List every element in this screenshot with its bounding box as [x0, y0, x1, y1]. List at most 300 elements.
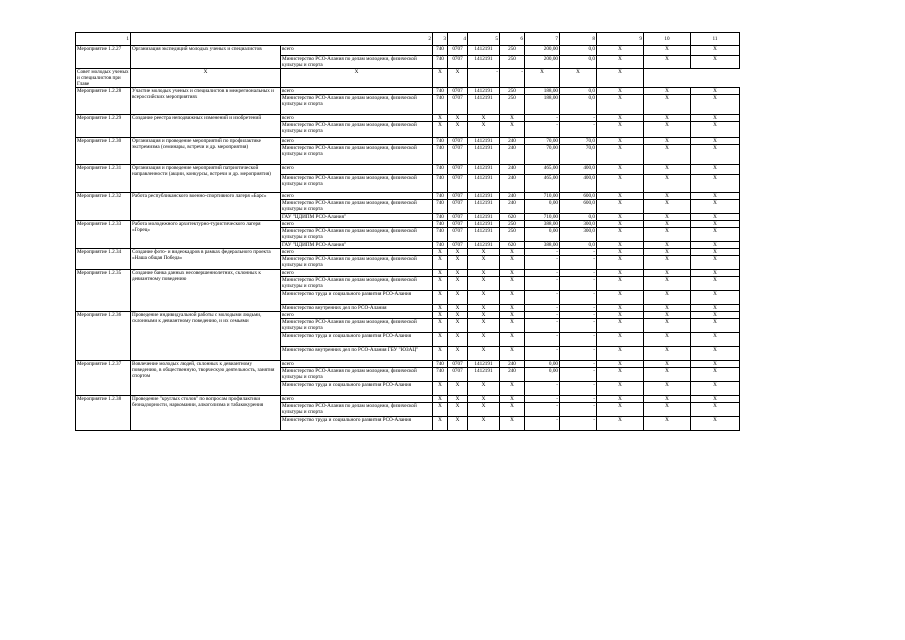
rzpr-cell: 0707 — [448, 165, 468, 175]
vr-cell: Х — [500, 347, 525, 361]
indicator-cell: Х — [644, 145, 691, 165]
rzpr-cell: Х — [448, 291, 468, 305]
rzpr-cell: 0707 — [448, 145, 468, 165]
amount-cell: - — [560, 417, 597, 431]
column-number: 6 — [500, 33, 525, 46]
indicator-cell: Х — [597, 175, 644, 193]
amount-cell: 0,0 — [560, 46, 597, 56]
activity-title-cell: Проведение "круглых столов" по вопросам профилактики безнадзорности, наркомании, алкоголизма и табакокурения — [131, 396, 281, 431]
amount-cell: 388,00 — [525, 242, 560, 249]
grbs-cell: 740 — [433, 138, 448, 145]
csr-cell: Х — [468, 305, 500, 312]
indicator-cell: Х — [691, 145, 740, 165]
vr-cell: Х — [500, 333, 525, 347]
indicator-cell: Х — [525, 69, 560, 88]
rzpr-cell: Х — [448, 319, 468, 333]
rzpr-cell: Х — [448, 312, 468, 319]
amount-cell: - — [525, 115, 560, 122]
indicator-cell: Х — [597, 69, 644, 88]
amount-cell: - — [560, 396, 597, 403]
amount-cell: 400,0 — [560, 165, 597, 175]
column-number: 1 — [76, 33, 131, 46]
indicator-cell: Х — [597, 56, 644, 69]
indicator-cell: Х — [597, 382, 644, 396]
amount-cell: - — [525, 305, 560, 312]
rzpr-cell: 0707 — [448, 221, 468, 228]
rzpr-cell: Х — [448, 256, 468, 270]
amount-cell: 465,00 — [525, 165, 560, 175]
indicator-cell: Х — [691, 46, 740, 56]
indicator-cell: Х — [691, 175, 740, 193]
csr-cell: Х — [468, 396, 500, 403]
amount-cell: 600,0 — [560, 200, 597, 214]
rzpr-cell: 0707 — [448, 361, 468, 368]
indicator-cell: Х — [691, 382, 740, 396]
grbs-cell: Х — [433, 115, 448, 122]
vr-cell: 250 — [500, 46, 525, 56]
vr-cell: 240 — [500, 145, 525, 165]
csr-cell: 1412191 — [468, 242, 500, 249]
vr-cell: Х — [500, 312, 525, 319]
indicator-cell: Х — [597, 333, 644, 347]
table-row — [76, 193, 740, 200]
vr-cell: 620 — [500, 214, 525, 221]
amount-cell: - — [525, 417, 560, 431]
indicator-cell: Х — [644, 228, 691, 242]
activity-title-cell: Организация и проведение мероприятий по профилактике экстремизма (семинары, встречи и др. мероприятия) — [131, 138, 281, 165]
executor-cell: всего — [281, 312, 433, 319]
indicator-cell: Х — [597, 165, 644, 175]
vr-cell: Х — [500, 382, 525, 396]
indicator-cell: Х — [644, 382, 691, 396]
grbs-cell: 740 — [433, 228, 448, 242]
activity-title-cell: Участие молодых ученых и специалистов в межрегиональных и всероссийских мероприятиях — [131, 88, 281, 115]
executor-cell: Министерство РСО-Алания по делам молодежи, физической культуры и спорта — [281, 277, 433, 291]
vr-cell: Х — [500, 396, 525, 403]
activity-number-cell: Мероприятие 1.2.34 — [76, 249, 131, 270]
rzpr-cell: 0707 — [448, 56, 468, 69]
vr-cell: 250 — [500, 95, 525, 115]
rzpr-cell: Х — [448, 403, 468, 417]
indicator-cell: Х — [597, 95, 644, 115]
amount-cell: - — [525, 403, 560, 417]
amount-cell: 465,00 — [525, 175, 560, 193]
executor-cell: всего — [281, 46, 433, 56]
table-row — [76, 312, 740, 319]
column-number: 10 — [644, 33, 691, 46]
activity-title-cell: Создание банка данных несовершеннолетних, склонных к девиантному поведению — [131, 270, 281, 312]
executor-cell: Министерство внутренних дел по РСО-Алания ГБУ "ЮЗАЦ" — [281, 347, 433, 361]
grbs-cell: Х — [433, 319, 448, 333]
indicator-cell: Х — [691, 165, 740, 175]
csr-cell: Х — [468, 403, 500, 417]
csr-cell: 1412191 — [468, 145, 500, 165]
indicator-cell: Х — [691, 221, 740, 228]
indicator-cell: Х — [644, 175, 691, 193]
indicator-cell: Х — [560, 69, 597, 88]
indicator-cell: Х — [597, 221, 644, 228]
executor-cell: всего — [281, 193, 433, 200]
table-row — [76, 361, 740, 368]
amount-cell: 0,00 — [525, 361, 560, 368]
amount-cell: 0,00 — [525, 368, 560, 382]
amount-cell: - — [560, 291, 597, 305]
rzpr-cell: 0707 — [448, 46, 468, 56]
csr-cell: Х — [468, 270, 500, 277]
indicator-cell: Х — [597, 242, 644, 249]
amount-cell: - — [560, 270, 597, 277]
vr-cell: 240 — [500, 138, 525, 145]
indicator-cell: Х — [691, 361, 740, 368]
indicator-cell: Х — [644, 270, 691, 277]
vr-cell: Х — [500, 305, 525, 312]
activity-title-cell: Вовлечение молодых людей, склонных к девиантному поведению, в общественную, творческую деятельность, занятия спортом — [131, 361, 281, 396]
executor-cell: всего — [281, 115, 433, 122]
indicator-cell: Х — [644, 312, 691, 319]
table-row — [76, 396, 740, 403]
rzpr-cell: 0707 — [448, 242, 468, 249]
indicator-cell: Х — [597, 193, 644, 200]
vr-cell: 250 — [500, 221, 525, 228]
executor-cell: всего — [281, 249, 433, 256]
vr-cell: Х — [500, 277, 525, 291]
amount-cell: - — [525, 382, 560, 396]
indicator-cell: Х — [597, 403, 644, 417]
amount-cell: - — [560, 305, 597, 312]
indicator-cell: Х — [597, 138, 644, 145]
indicator-cell: Х — [691, 228, 740, 242]
column-number-row — [76, 33, 740, 46]
indicator-cell: Х — [644, 319, 691, 333]
amount-cell: 388,00 — [525, 221, 560, 228]
amount-cell: 0,0 — [560, 88, 597, 95]
vr-cell: 240 — [500, 175, 525, 193]
vr-cell: Х — [500, 417, 525, 431]
amount-cell: - — [560, 256, 597, 270]
table-row — [76, 221, 740, 228]
indicator-cell: Х — [691, 368, 740, 382]
indicator-cell: Х — [644, 256, 691, 270]
table-row — [76, 165, 740, 175]
vr-cell: Х — [448, 69, 468, 88]
grbs-cell: 740 — [433, 242, 448, 249]
csr-cell: Х — [468, 122, 500, 138]
indicator-cell: Х — [691, 396, 740, 403]
activity-number-cell: Мероприятие 1.2.32 — [76, 193, 131, 221]
table-row — [76, 270, 740, 277]
indicator-cell: Х — [597, 228, 644, 242]
grbs-cell: 740 — [433, 88, 448, 95]
csr-cell: Х — [433, 69, 448, 88]
indicator-cell: Х — [597, 347, 644, 361]
csr-cell: Х — [468, 333, 500, 347]
vr-cell: 240 — [500, 193, 525, 200]
indicator-cell: Х — [691, 305, 740, 312]
executor-cell: Министерство РСО-Алания по делам молодежи, физической культуры и спорта — [281, 122, 433, 138]
indicator-cell: Х — [644, 291, 691, 305]
column-number: 5 — [468, 33, 500, 46]
activity-number-cell: Мероприятие 1.2.27 — [76, 46, 131, 69]
indicator-cell: Х — [644, 165, 691, 175]
amount-cell: 0,0 — [560, 95, 597, 115]
indicator-cell: Х — [691, 347, 740, 361]
csr-cell: Х — [468, 291, 500, 305]
amount-cell: 0,00 — [525, 200, 560, 214]
csr-cell: 1412191 — [468, 228, 500, 242]
grbs-cell: 740 — [433, 175, 448, 193]
activity-number-cell: Мероприятие 1.2.29 — [76, 115, 131, 138]
amount-cell: - — [525, 319, 560, 333]
amount-cell: - — [560, 277, 597, 291]
amount-cell: 0,0 — [560, 242, 597, 249]
executor-cell: всего — [281, 138, 433, 145]
amount-cell: 0,0 — [560, 56, 597, 69]
amount-cell: 70,0 — [560, 138, 597, 145]
indicator-cell: Х — [597, 88, 644, 95]
indicator-cell: Х — [644, 46, 691, 56]
indicator-cell: Х — [691, 214, 740, 221]
executor-cell: всего — [281, 270, 433, 277]
rzpr-cell: Х — [448, 305, 468, 312]
csr-cell: Х — [468, 256, 500, 270]
csr-cell: Х — [468, 115, 500, 122]
grbs-cell: Х — [433, 256, 448, 270]
amount-cell: - — [560, 347, 597, 361]
indicator-cell: Х — [644, 56, 691, 69]
csr-cell: Х — [468, 417, 500, 431]
amount-cell: - — [525, 347, 560, 361]
rzpr-cell: 0707 — [448, 95, 468, 115]
amount-cell: - — [560, 319, 597, 333]
table-row — [76, 115, 740, 122]
grbs-cell: 740 — [433, 368, 448, 382]
grbs-cell: 740 — [433, 200, 448, 214]
table-row — [76, 88, 740, 95]
rzpr-cell: Х — [448, 382, 468, 396]
indicator-cell: Х — [597, 256, 644, 270]
rzpr-cell: Х — [448, 115, 468, 122]
executor-cell: всего — [281, 88, 433, 95]
column-number: 8 — [560, 33, 597, 46]
executor-cell: Министерство РСО-Алания по делам молодежи, физической культуры и спорта — [281, 228, 433, 242]
amount-cell: 70,00 — [525, 138, 560, 145]
grbs-cell: Х — [433, 249, 448, 256]
amount-cell: 200,00 — [525, 56, 560, 69]
amount-cell: - — [525, 396, 560, 403]
grbs-cell: 740 — [433, 46, 448, 56]
grbs-cell: 740 — [433, 193, 448, 200]
vr-cell: Х — [500, 249, 525, 256]
indicator-cell: Х — [644, 333, 691, 347]
vr-cell: 250 — [500, 88, 525, 95]
amount-cell: 70,00 — [525, 145, 560, 165]
vr-cell: 240 — [500, 368, 525, 382]
table-row — [76, 69, 740, 88]
rzpr-cell: Х — [448, 122, 468, 138]
indicator-cell: Х — [691, 115, 740, 122]
csr-cell: Х — [468, 277, 500, 291]
grbs-cell: Х — [433, 382, 448, 396]
indicator-cell: Х — [644, 305, 691, 312]
executor-cell: Министерство РСО-Алания по делам молодежи, физической культуры и спорта — [281, 56, 433, 69]
vr-cell: 620 — [500, 242, 525, 249]
column-number: 4 — [448, 33, 468, 46]
amount-cell: - — [560, 382, 597, 396]
rzpr-cell: 0707 — [448, 88, 468, 95]
csr-cell: 1412191 — [468, 56, 500, 69]
grbs-cell: Х — [433, 122, 448, 138]
grbs-cell: Х — [433, 277, 448, 291]
grbs-cell: 740 — [433, 95, 448, 115]
amount-cell: - — [525, 333, 560, 347]
indicator-cell: Х — [597, 368, 644, 382]
amount-cell: - — [525, 256, 560, 270]
rzpr-cell: 0707 — [448, 214, 468, 221]
executor-cell: всего — [281, 396, 433, 403]
indicator-cell: Х — [644, 88, 691, 95]
grbs-cell: 740 — [433, 145, 448, 165]
rzpr-cell: 0707 — [448, 228, 468, 242]
executor-cell: всего — [281, 165, 433, 175]
csr-cell: 1412191 — [468, 165, 500, 175]
grbs-cell: Х — [433, 403, 448, 417]
rzpr-cell: Х — [448, 417, 468, 431]
grbs-cell: Х — [433, 305, 448, 312]
rzpr-cell: Х — [448, 277, 468, 291]
indicator-cell: Х — [644, 221, 691, 228]
amount-cell: 300,0 — [560, 228, 597, 242]
column-number: 3 — [433, 33, 448, 46]
rzpr-cell: 0707 — [448, 175, 468, 193]
executor-cell: Министерство РСО-Алания по делам молодежи, физической культуры и спорта — [281, 95, 433, 115]
activity-title-cell: Создание реестра неподвижных изменений и изобретений — [131, 115, 281, 138]
amount-cell: - — [525, 270, 560, 277]
indicator-cell: Х — [644, 214, 691, 221]
amount-cell: - — [560, 115, 597, 122]
csr-cell: Х — [468, 347, 500, 361]
indicator-cell: Х — [597, 200, 644, 214]
grbs-cell: 740 — [433, 214, 448, 221]
indicator-cell: Х — [691, 256, 740, 270]
indicator-cell: Х — [644, 249, 691, 256]
indicator-cell: Х — [644, 361, 691, 368]
indicator-cell: Х — [691, 417, 740, 431]
indicator-cell: Х — [597, 291, 644, 305]
activity-number-cell: Мероприятие 1.2.33 — [76, 221, 131, 249]
grbs-cell: 740 — [433, 56, 448, 69]
csr-cell: Х — [468, 312, 500, 319]
vr-cell: 250 — [500, 228, 525, 242]
vr-cell: 240 — [500, 200, 525, 214]
csr-cell: 1412191 — [468, 200, 500, 214]
executor-cell: Министерство РСО-Алания по делам молодежи, физической культуры и спорта — [281, 256, 433, 270]
indicator-cell: Х — [691, 95, 740, 115]
amount-cell: - — [525, 249, 560, 256]
indicator-cell: Х — [597, 319, 644, 333]
amount-cell: 710,00 — [525, 193, 560, 200]
rzpr-cell: Х — [448, 396, 468, 403]
indicator-cell: Х — [644, 368, 691, 382]
csr-cell: 1412191 — [468, 88, 500, 95]
indicator-cell: Х — [691, 122, 740, 138]
amount-cell: 400,0 — [560, 175, 597, 193]
csr-cell: 1412191 — [468, 46, 500, 56]
executor-cell: Министерство РСО-Алания по делам молодежи, физической культуры и спорта — [281, 403, 433, 417]
executor-cell: Министерство РСО-Алания по делам молодежи, физической культуры и спорта — [281, 145, 433, 165]
activity-number-cell: Мероприятие 1.2.36 — [76, 312, 131, 361]
rzpr-cell: 0707 — [448, 193, 468, 200]
csr-cell: 1412191 — [468, 95, 500, 115]
table-row — [76, 249, 740, 256]
activity-number-cell: Мероприятие 1.2.35 — [76, 270, 131, 312]
rzpr-cell: 0707 — [448, 138, 468, 145]
csr-cell: Х — [468, 249, 500, 256]
indicator-cell: Х — [597, 122, 644, 138]
activity-title-cell: Организация экспедиций молодых ученых и специалистов — [131, 46, 281, 69]
activity-number-cell: Мероприятие 1.2.28 — [76, 88, 131, 115]
amount-cell: - — [560, 368, 597, 382]
rzpr-cell: Х — [448, 333, 468, 347]
executor-cell: ГАУ "ЦДИПМ РСО-Алания" — [281, 242, 433, 249]
indicator-cell: Х — [644, 122, 691, 138]
vr-cell: 250 — [500, 56, 525, 69]
indicator-cell: Х — [644, 193, 691, 200]
activity-number-cell: Мероприятие 1.2.30 — [76, 138, 131, 165]
amount-cell: - — [525, 291, 560, 305]
amount-cell: - — [525, 277, 560, 291]
activity-title-cell: Создание фото- и видеокадров в рамках федерального проекта «Наша общая Победа» — [131, 249, 281, 270]
executor-cell: Министерство труда и социального развития РСО-Алания — [281, 333, 433, 347]
amount-cell: - — [500, 69, 525, 88]
csr-cell: 1412191 — [468, 368, 500, 382]
executor-cell: ГАУ "ЦДИПМ РСО-Алания" — [281, 214, 433, 221]
csr-cell: 1412191 — [468, 175, 500, 193]
executor-cell: Министерство РСО-Алания по делам молодежи, физической культуры и спорта — [281, 175, 433, 193]
grbs-cell: Х — [433, 270, 448, 277]
amount-cell: - — [560, 249, 597, 256]
table-body — [76, 33, 740, 431]
indicator-cell: Х — [691, 312, 740, 319]
grbs-cell: Х — [131, 69, 281, 88]
vr-cell: Х — [500, 122, 525, 138]
column-number: 11 — [691, 33, 740, 46]
executor-cell: всего — [281, 221, 433, 228]
indicator-cell: Х — [597, 270, 644, 277]
amount-cell: - — [560, 122, 597, 138]
activity-number-cell: Мероприятие 1.2.37 — [76, 361, 131, 396]
indicator-cell: Х — [644, 403, 691, 417]
amount-cell: 600,0 — [560, 193, 597, 200]
amount-cell: 200,00 — [525, 46, 560, 56]
table-row — [76, 138, 740, 145]
amount-cell: 188,00 — [525, 95, 560, 115]
indicator-cell: Х — [644, 242, 691, 249]
indicator-cell: Х — [691, 138, 740, 145]
indicator-cell: Х — [597, 46, 644, 56]
indicator-cell: Х — [691, 333, 740, 347]
grbs-cell: Х — [433, 291, 448, 305]
activity-title-cell: Проведение индивидуальной работы с молодыми людьми, склонными к девиантному поведению, и их семьями — [131, 312, 281, 361]
executor-cell: Министерство РСО-Алания по делам молодежи, физической культуры и спорта — [281, 319, 433, 333]
executor-cell: Министерство труда и социального развития РСО-Алания — [281, 417, 433, 431]
csr-cell: 1412191 — [468, 138, 500, 145]
executor-cell: Министерство труда и социального развития РСО-Алания — [281, 291, 433, 305]
vr-cell: 240 — [500, 361, 525, 368]
indicator-cell: Х — [691, 193, 740, 200]
indicator-cell: Х — [644, 138, 691, 145]
activity-number-cell: Мероприятие 1.2.38 — [76, 396, 131, 431]
indicator-cell: Х — [691, 277, 740, 291]
